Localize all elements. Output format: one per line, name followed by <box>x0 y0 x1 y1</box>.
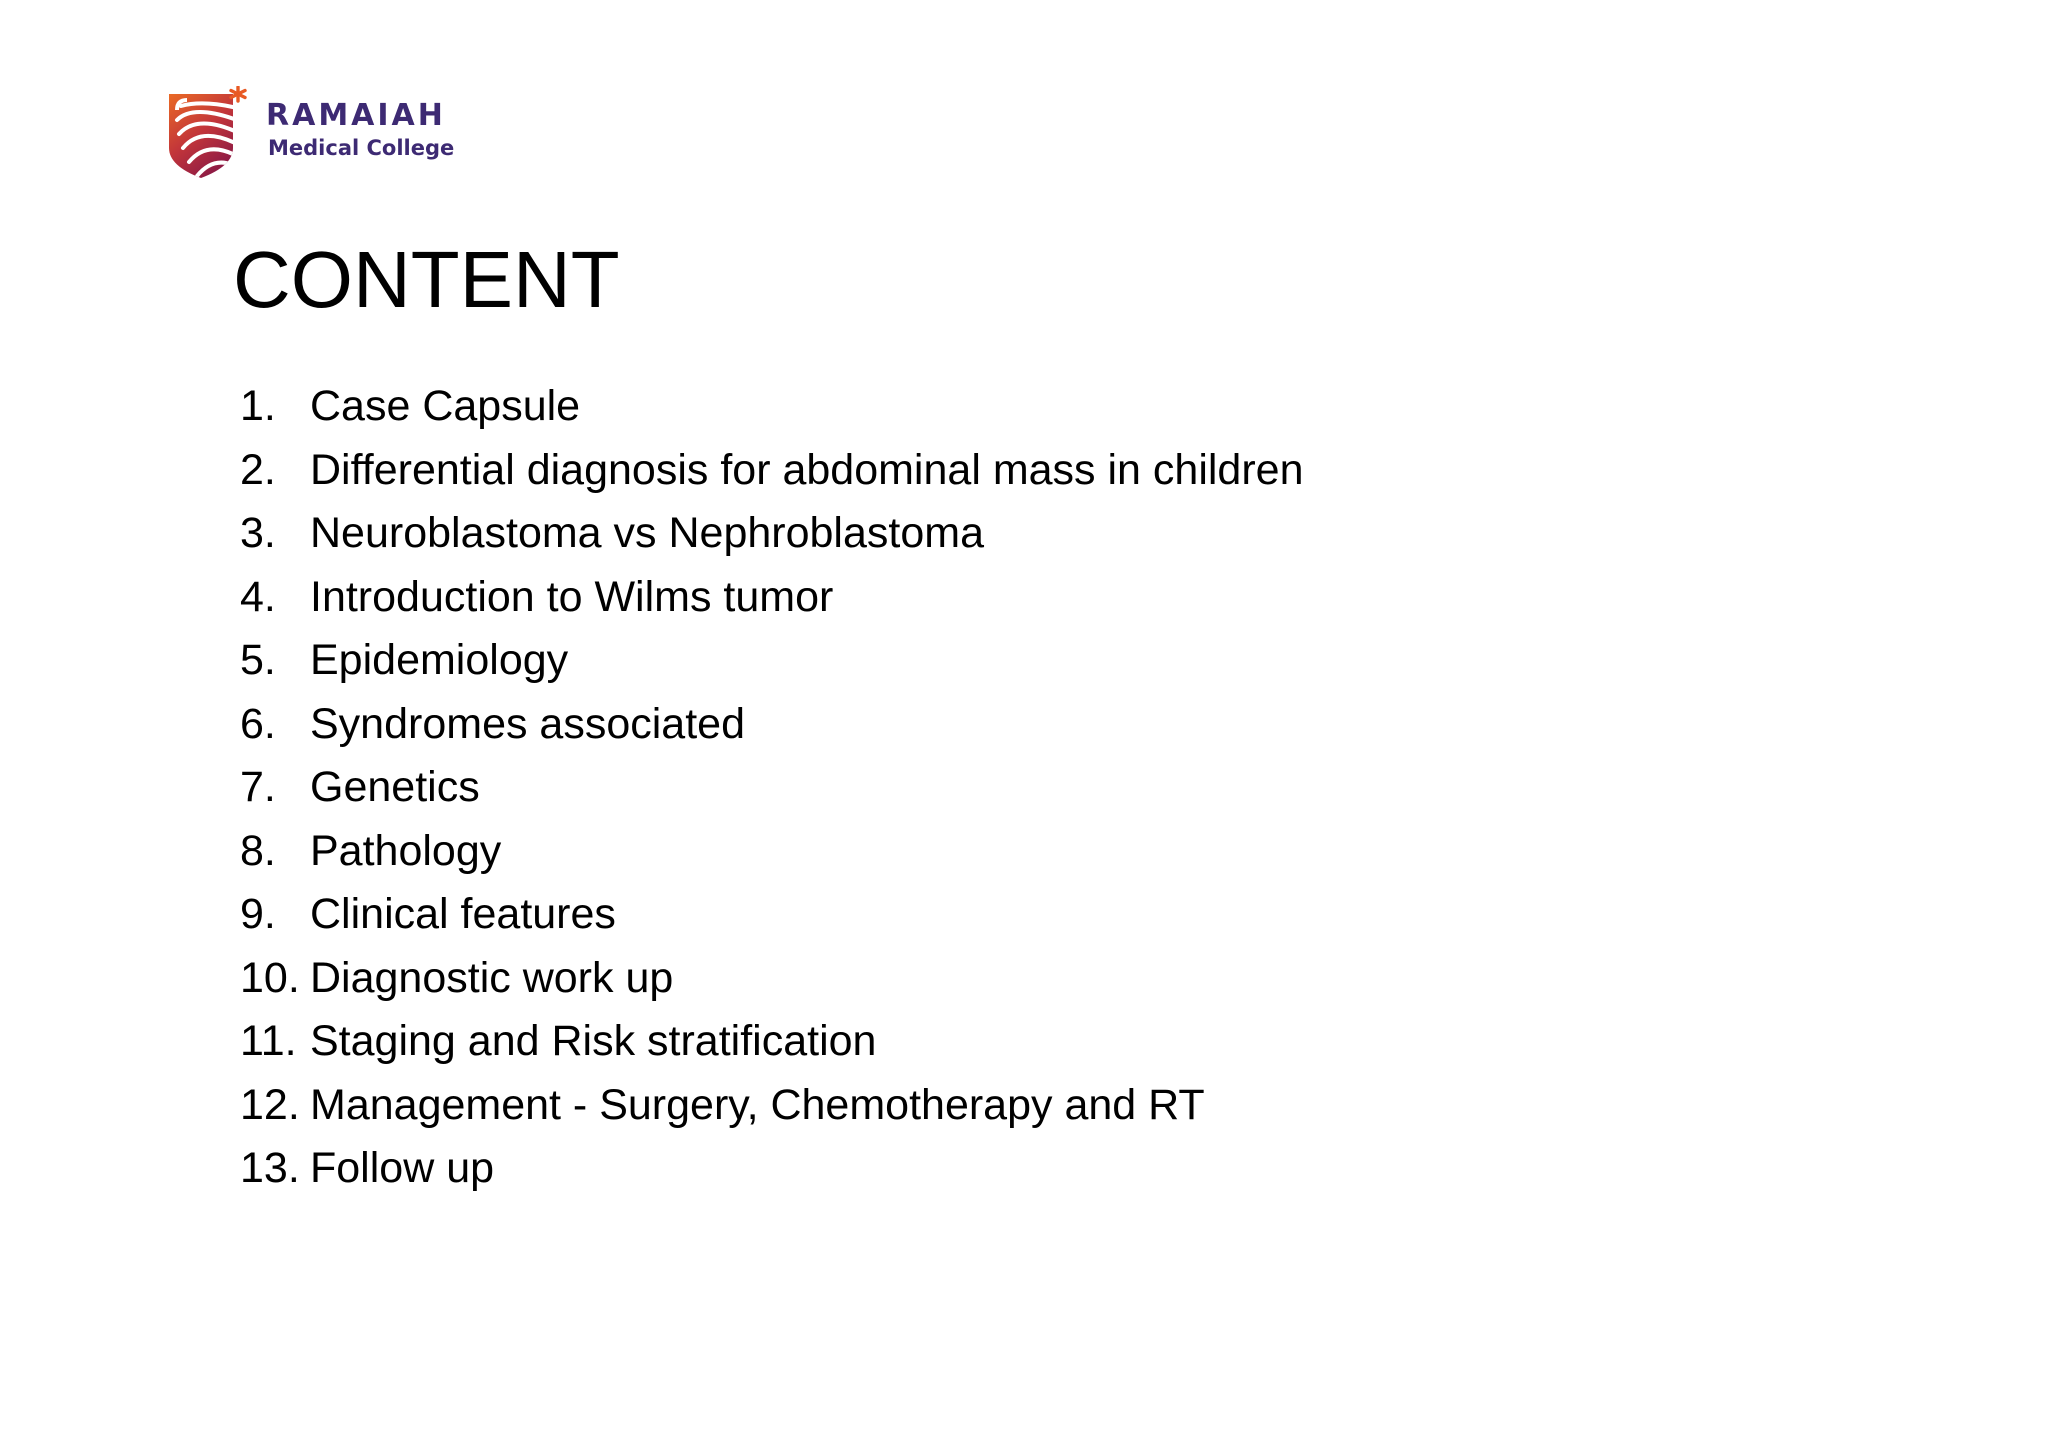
list-item-text: Diagnostic work up <box>310 953 674 1002</box>
list-item <box>240 947 1304 1011</box>
list-item-number: 1. <box>240 382 276 431</box>
list-item <box>240 1010 1304 1074</box>
list-item <box>240 439 1304 503</box>
list-item-number: 8. <box>240 826 276 875</box>
list-item-text: Introduction to Wilms tumor <box>310 572 834 621</box>
slide-title: CONTENT <box>233 235 620 324</box>
list-item <box>240 693 1304 757</box>
list-item-number: 2. <box>240 445 276 494</box>
list-item-number: 9. <box>240 890 276 939</box>
list-item-number: 13. <box>240 1144 300 1193</box>
list-item-text: Follow up <box>310 1144 495 1193</box>
list-item-number: 10. <box>240 953 300 1002</box>
list-item-text: Epidemiology <box>310 636 569 685</box>
ramaiah-shield-icon <box>163 86 249 182</box>
list-item-text: Genetics <box>310 763 480 812</box>
logo-text <box>266 98 454 162</box>
list-item-number: 11. <box>240 1017 297 1066</box>
list-item <box>240 1074 1304 1138</box>
list-item-text: Differential diagnosis for abdominal mass in children <box>310 445 1304 494</box>
list-item-text: Staging and Risk stratification <box>310 1017 877 1066</box>
list-item <box>240 566 1304 630</box>
star-icon <box>231 87 245 101</box>
list-item <box>240 375 1304 439</box>
list-item-text: Neuroblastoma vs Nephroblastoma <box>310 509 984 558</box>
college-logo <box>163 86 493 182</box>
list-item <box>240 502 1304 566</box>
list-item-number: 12. <box>240 1080 300 1129</box>
list-item <box>240 1137 1304 1201</box>
list-item-number: 7. <box>240 763 276 812</box>
logo-name: RAMAIAH <box>266 98 446 133</box>
list-item <box>240 629 1304 693</box>
list-item-number: 4. <box>240 572 276 621</box>
list-item-text: Syndromes associated <box>310 699 745 748</box>
list-item-number: 6. <box>240 699 276 748</box>
list-item-text: Management - Surgery, Chemotherapy and RT <box>310 1080 1205 1129</box>
list-item-number: 3. <box>240 509 276 558</box>
list-item <box>240 756 1304 820</box>
list-item <box>240 820 1304 884</box>
list-item-number: 5. <box>240 636 276 685</box>
logo-subtitle: Medical College <box>268 136 455 160</box>
list-item-text: Case Capsule <box>310 382 581 431</box>
list-item <box>240 883 1304 947</box>
list-item-text: Clinical features <box>310 890 616 939</box>
content-list <box>240 375 1304 1201</box>
list-item-text: Pathology <box>310 826 502 875</box>
